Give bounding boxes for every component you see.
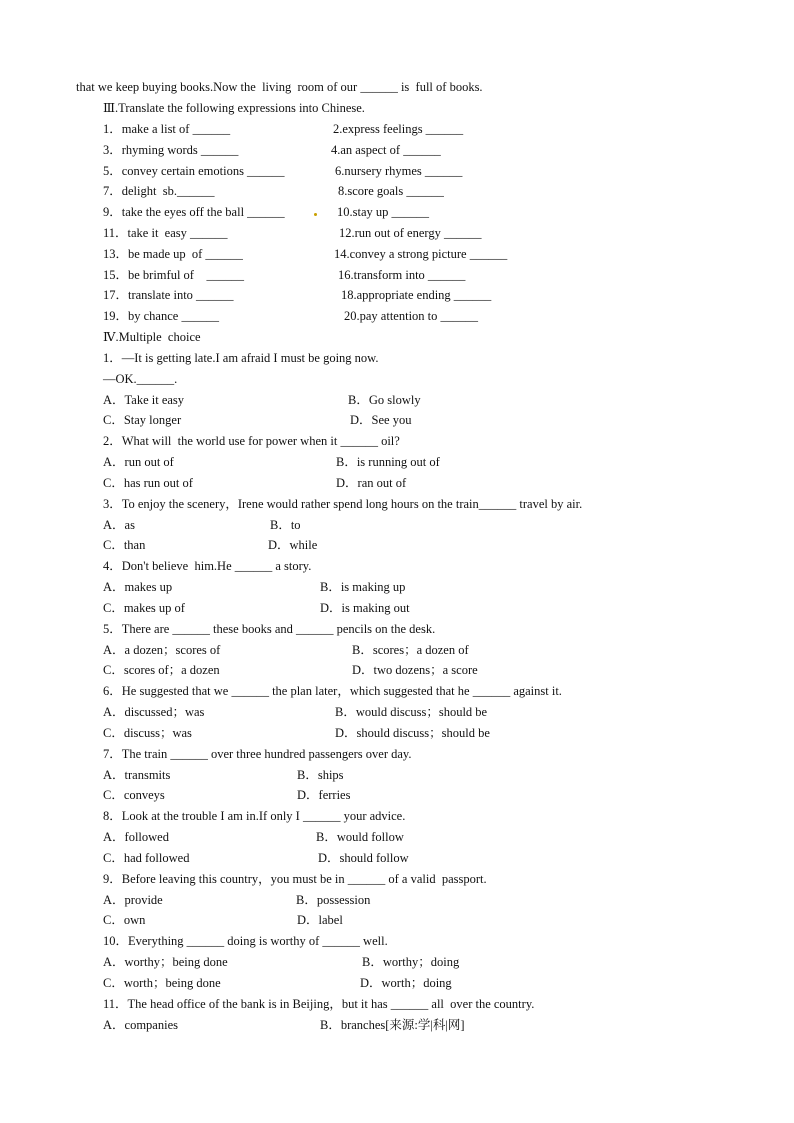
answer-option: D．should follow	[318, 850, 409, 865]
answer-option: D．See you	[350, 413, 412, 428]
answer-option: A．companies	[103, 1017, 178, 1032]
translation-item: 8.score goals ______	[338, 184, 444, 199]
answer-option: C．has run out of	[103, 475, 193, 490]
question-text: 4．Don't believe him.He ______ a story.	[103, 559, 312, 574]
question-text: —OK.______.	[103, 371, 178, 386]
translation-item: 7．delight sb.______	[103, 184, 215, 199]
translation-item: 15．be brimful of ______	[103, 267, 244, 282]
answer-option: A．provide	[103, 892, 163, 907]
translation-item: 19．by chance ______	[103, 309, 219, 324]
answer-option: A．followed	[103, 830, 169, 845]
translation-item: 9．take the eyes off the ball ______	[103, 205, 285, 220]
stray-dot-mark	[314, 213, 317, 216]
translation-item: 1．make a list of ______	[103, 122, 231, 136]
question-text: 8．Look at the trouble I am in.If only I ______ your advice.	[103, 809, 406, 824]
answer-option: D．ran out of	[336, 475, 407, 490]
answer-option: D．ferries	[297, 788, 351, 803]
answer-option: A．run out of	[103, 455, 174, 470]
answer-option: D．two dozens；a score	[352, 663, 478, 678]
question-text: 9．Before leaving this country，you must be in ______ of a valid passport.	[103, 871, 487, 886]
answer-option: B．ships	[297, 767, 344, 782]
answer-option: D．while	[268, 538, 318, 553]
question-text: 7．The train ______ over three hundred passengers over day.	[103, 746, 412, 761]
answer-option: B．to	[270, 517, 301, 532]
answer-option: D．label	[297, 913, 343, 928]
answer-option: A．Take it easy	[103, 392, 185, 407]
answer-option: A．a dozen；scores of	[103, 642, 221, 657]
answer-option: C．Stay longer	[103, 413, 182, 428]
answer-option: C．discuss；was	[103, 725, 192, 740]
answer-option: C．conveys	[103, 788, 165, 803]
answer-option: B．branches[来源:学|科|网]	[320, 1017, 465, 1032]
section-3-heading: Ⅲ.Translate the following expressions into Chinese.	[103, 101, 365, 115]
answer-option: A．worthy；being done	[103, 955, 228, 970]
answer-option: D．is making out	[320, 600, 410, 615]
answer-option: C．own	[103, 913, 146, 928]
answer-option: B．worthy；doing	[362, 955, 460, 970]
answer-option: B．scores；a dozen of	[352, 642, 469, 657]
question-text: 2．What will the world use for power when it ______ oil?	[103, 434, 400, 449]
translation-item: 11．take it easy ______	[103, 226, 228, 240]
translation-item: 16.transform into ______	[338, 267, 466, 282]
translation-item: 18.appropriate ending ______	[341, 288, 492, 303]
answer-option: B．would discuss；should be	[335, 705, 488, 720]
translation-item: 10.stay up ______	[337, 205, 430, 220]
translation-item: 13．be made up of ______	[103, 246, 243, 261]
answer-option: B．Go slowly	[348, 392, 421, 407]
question-text: 1．—It is getting late.I am afraid I must be going now.	[103, 351, 379, 365]
answer-option: A．discussed；was	[103, 705, 205, 720]
translation-item: 4.an aspect of ______	[331, 142, 441, 157]
translation-item: 20.pay attention to ______	[344, 309, 479, 324]
question-text: 5．There are ______ these books and ______ pencils on the desk.	[103, 621, 436, 636]
translation-item: 12.run out of energy ______	[339, 226, 482, 240]
translation-item: 5．convey certain emotions ______	[103, 163, 285, 178]
answer-option: C．than	[103, 538, 146, 553]
answer-option: B．is running out of	[336, 455, 440, 470]
answer-option: B．would follow	[316, 830, 404, 845]
translation-item: 6.nursery rhymes ______	[335, 163, 463, 178]
question-text: 11．The head office of the bank is in Beijing，but it has ______ all over the country.	[103, 996, 535, 1011]
answer-option: A．as	[103, 517, 135, 532]
question-text: 10．Everything ______ doing is worthy of ______ well.	[103, 934, 388, 949]
translation-item: 17．translate into ______	[103, 288, 234, 303]
answer-option: A．makes up	[103, 580, 173, 595]
section-4-heading: Ⅳ.Multiple choice	[103, 330, 201, 344]
answer-option: C．had followed	[103, 850, 190, 865]
translation-item: 2.express feelings ______	[333, 122, 464, 136]
question-text: 3．To enjoy the scenery，Irene would rather spend long hours on the train______ travel by air.	[103, 496, 583, 511]
answer-option: A．transmits	[103, 767, 171, 782]
question-text: 6．He suggested that we ______ the plan later，which suggested that he ______ against it.	[103, 684, 562, 699]
answer-option: C．scores of；a dozen	[103, 663, 220, 678]
translation-item: 14.convey a strong picture ______	[334, 246, 508, 261]
answer-option: B．possession	[296, 892, 371, 907]
intro-tail-text: that we keep buying books.Now the living room of our ______ is full of books.	[76, 80, 483, 94]
answer-option: D．worth；doing	[360, 975, 452, 990]
answer-option: C．makes up of	[103, 600, 185, 615]
answer-option: B．is making up	[320, 580, 406, 595]
answer-option: D．should discuss；should be	[335, 725, 490, 740]
answer-option: C．worth；being done	[103, 975, 221, 990]
translation-item: 3．rhyming words ______	[103, 142, 239, 157]
